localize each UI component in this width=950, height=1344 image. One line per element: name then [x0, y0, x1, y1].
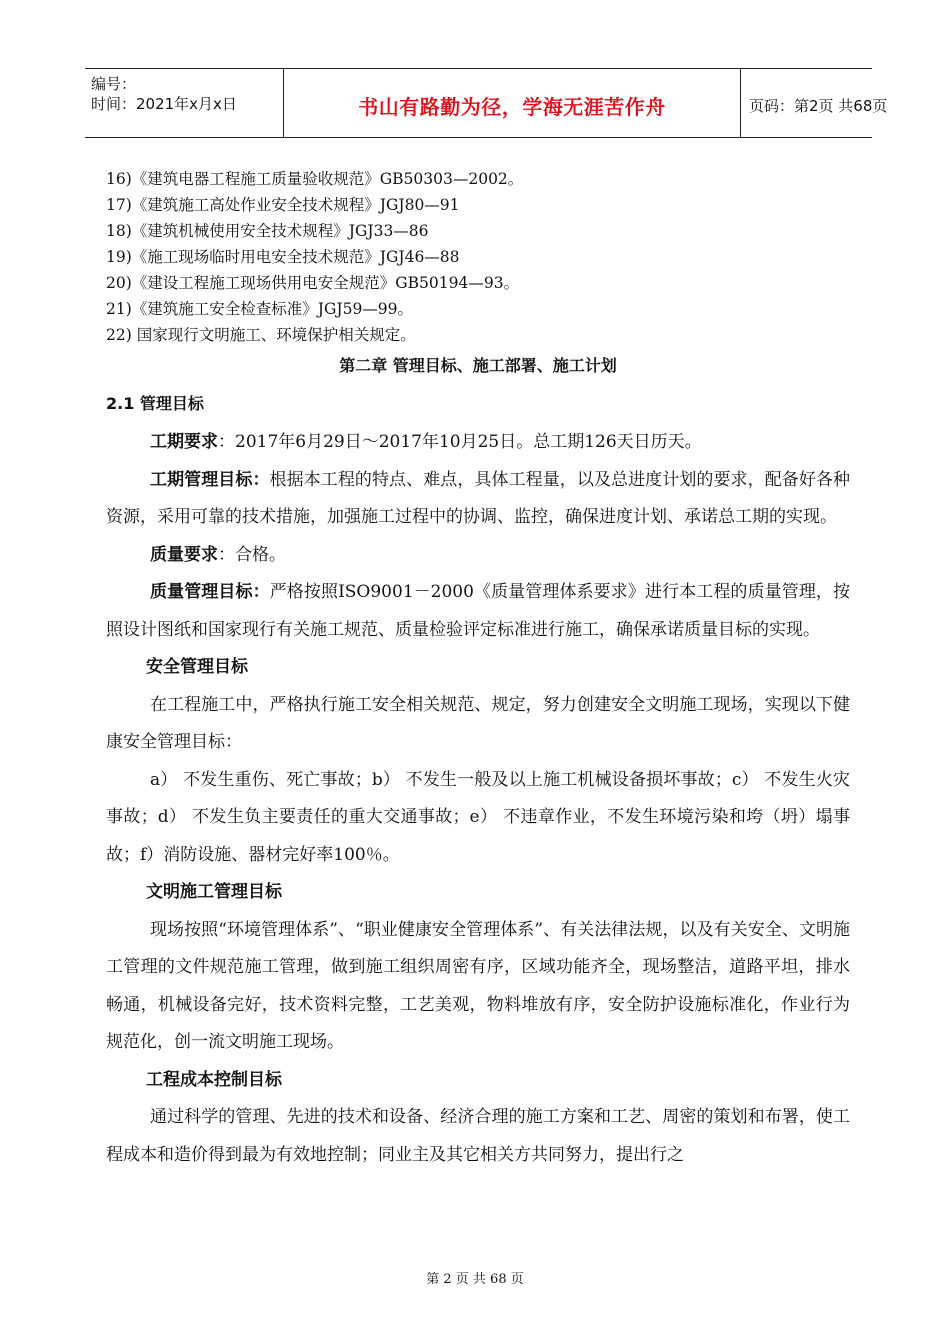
reference-item: 19)《施工现场临时用电安全技术规范》JGJ46—88: [106, 248, 460, 266]
section-title: 2.1 管理目标: [106, 394, 204, 413]
reference-item: 21)《建筑施工安全检查标准》JGJ59—99。: [106, 300, 414, 318]
chapter-title: 第二章 管理目标、施工部署、施工计划: [339, 356, 617, 375]
header-page-label: 页码：第2页 共68页: [749, 97, 888, 115]
safety-goal-heading: 安全管理目标: [146, 657, 248, 677]
header-code-label: 编号：: [91, 75, 137, 93]
cost-paragraph: 通过科学的管理、先进的技术和设备、经济合理的施工方案和工艺、周密的策划和布署，使工程成本和造价得到最为有效地控制；同业主及其它相关方共同努力，提出行之: [106, 1107, 850, 1165]
reference-item: 16)《建筑电器工程施工质量验收规范》GB50303—2002。: [106, 170, 524, 188]
quality-goal-paragraph: [106, 574, 850, 649]
safety-paragraph-1: 在工程施工中，严格执行施工安全相关规范、规定，努力创建安全文明施工现场，实现以下健康安全管理目标：: [106, 694, 850, 752]
quality-goal-text: 严格按照ISO9001－2000《质量管理体系要求》进行本工程的质量管理，按照设计图纸和国家现行有关施工规范、质量检验评定标准进行施工，确保承诺质量目标的实现。: [106, 582, 851, 640]
cost-goal-heading: 工程成本控制目标: [146, 1069, 282, 1090]
header-page-cell: [741, 69, 888, 137]
quality-goal-label: 质量管理目标：: [150, 582, 270, 602]
page-footer: 第 2 页 共 68 页: [426, 1272, 524, 1287]
header-motto: 书山有路勤为径，学海无涯苦作舟: [358, 95, 666, 119]
page-header: [85, 68, 888, 138]
quality-text: ：合格。: [218, 544, 286, 565]
schedule-goal-text: 根据本工程的特点、难点，具体工程量，以及总进度计划的要求，配备好各种资源，采用可靠的技术措施，加强施工过程中的协调、监控，确保进度计划、承诺总工期的实现。: [106, 469, 851, 527]
civil-goal-heading: 文明施工管理目标: [146, 882, 282, 902]
schedule-paragraph: [106, 424, 850, 462]
schedule-goal-label: 工期管理目标：: [150, 469, 270, 490]
header-info-cell: [85, 69, 283, 137]
header-motto-cell: [283, 69, 741, 137]
reference-item: 22) 国家现行文明施工、环境保护相关规定。: [106, 326, 416, 344]
schedule-goal-paragraph: [106, 462, 850, 537]
safety-paragraph-2: a） 不发生重伤、死亡事故；b） 不发生一般及以上施工机械设备损坏事故；c） 不发生火灾事故；d） 不发生负主要责任的重大交通事故；e） 不违章作业，不发生环境污染和垮（坍）塌事故；f）消防设施、器材完好率100％。: [106, 769, 850, 865]
schedule-label: 工期要求: [150, 432, 218, 452]
schedule-text: ：2017年6月29日～2017年10月25日。总工期126天日历天。: [218, 432, 702, 452]
reference-item: 18)《建筑机械使用安全技术规程》JGJ33—86: [106, 222, 429, 240]
quality-label: 质量要求: [150, 544, 218, 565]
reference-item: 17)《建筑施工高处作业安全技术规程》JGJ80—91: [106, 196, 460, 214]
document-body: [106, 166, 850, 1174]
quality-paragraph: [106, 537, 850, 575]
header-time-label: 时间：2021年x月x日: [91, 95, 237, 113]
civil-paragraph: 现场按照“环境管理体系”、“职业健康安全管理体系”、有关法律法规，以及有关安全、文明施工管理的文件规范施工管理，做到施工组织周密有序，区域功能齐全，现场整洁，道路平坦，排水畅通，机械设备完好，技术资料完整，工艺美观，物料堆放有序，安全防护设施标准化，作业行为规范化，创一流文明施工现场。: [106, 919, 850, 1052]
reference-item: 20)《建设工程施工现场供用电安全规范》GB50194—93。: [106, 274, 520, 292]
